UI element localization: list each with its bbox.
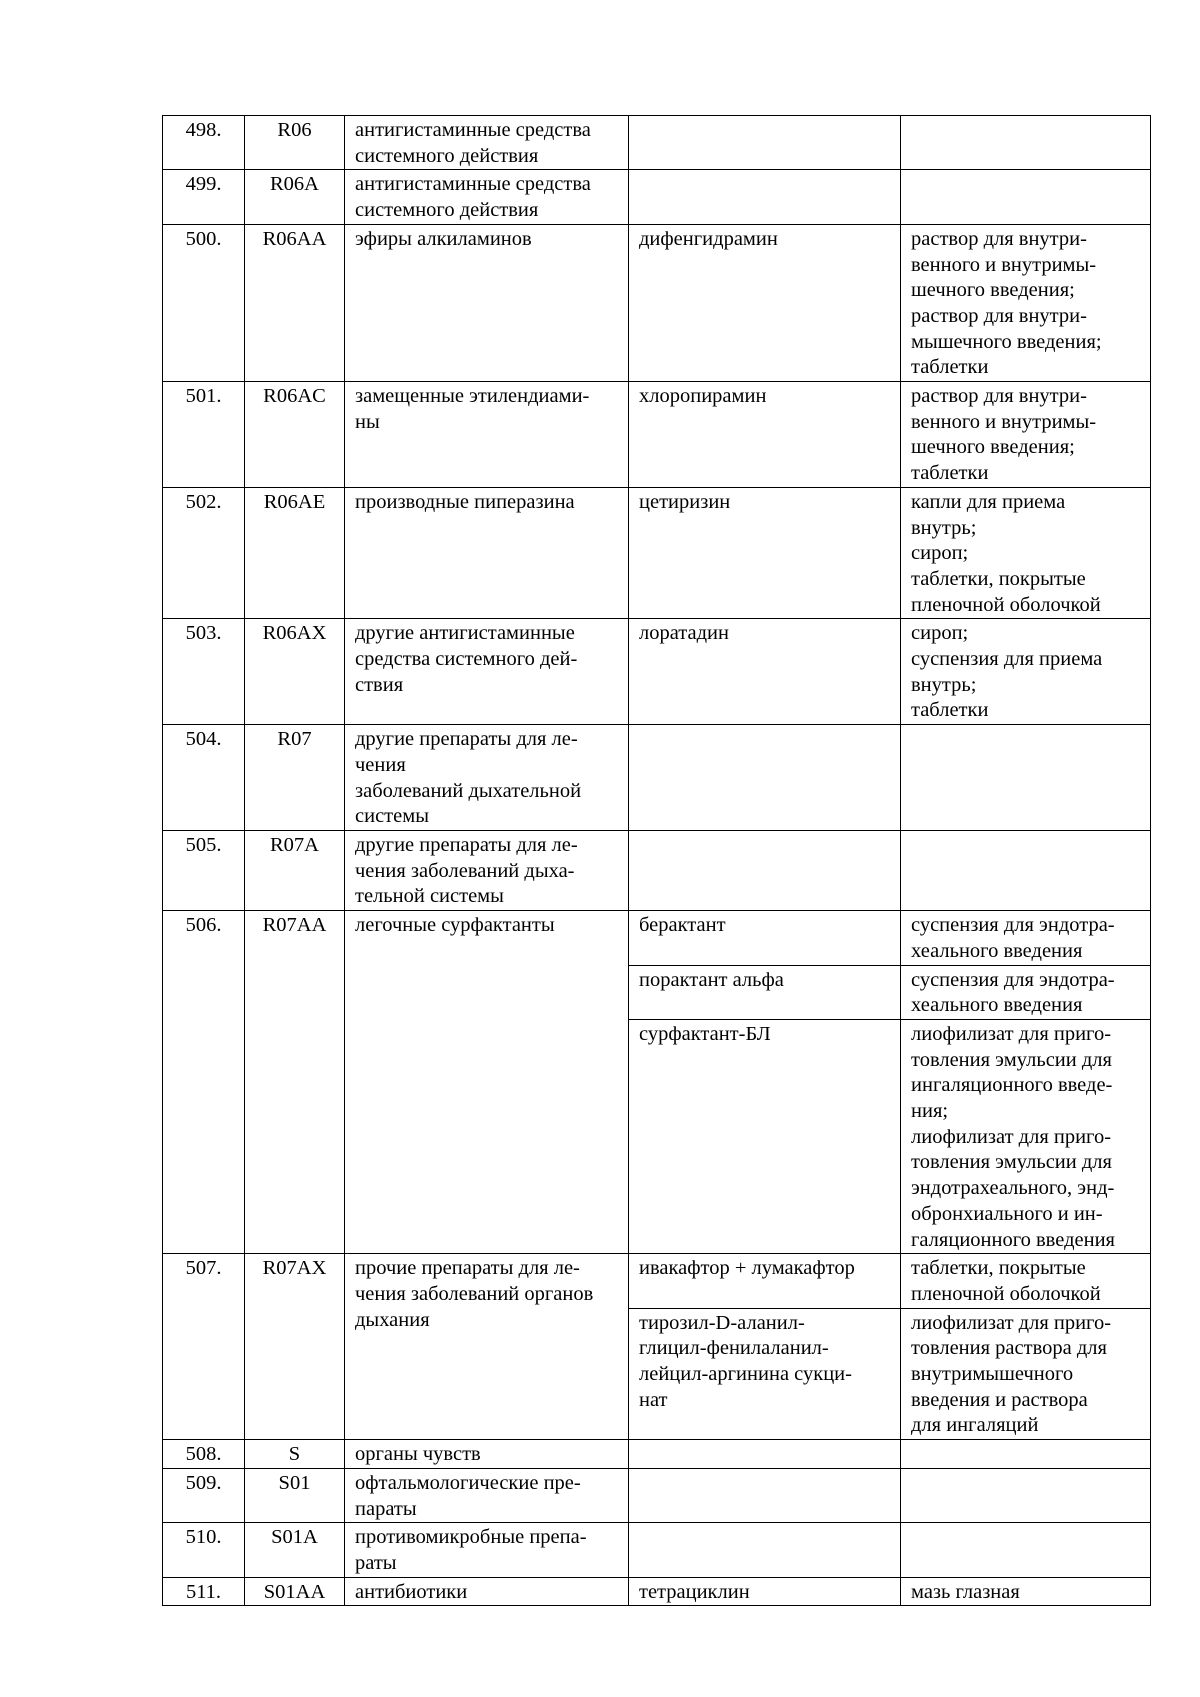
atc-code: R06A xyxy=(245,170,345,224)
dosage-form xyxy=(901,116,1151,170)
dosage-form: таблетки, покрытые пленочной оболочкой xyxy=(901,1254,1151,1308)
row-number: 501. xyxy=(163,382,245,488)
anatomic-therapeutic-group: легочные сурфактанты xyxy=(345,911,629,1254)
anatomic-therapeutic-group: антигистаминные средства системного действия xyxy=(345,116,629,170)
dosage-form: раствор для внутри- венного и внутримы- шечного введения; таблетки xyxy=(901,382,1151,488)
row-number: 510. xyxy=(163,1523,245,1577)
dosage-form xyxy=(901,1468,1151,1522)
drug-table-body xyxy=(163,116,1151,1606)
drug-table xyxy=(162,115,1151,1606)
anatomic-therapeutic-group: противомикробные препа- раты xyxy=(345,1523,629,1577)
drug-name: хлоропирамин xyxy=(629,382,901,488)
atc-code: R07AA xyxy=(245,911,345,1254)
dosage-form: лиофилизат для приго- товления раствора для внутримышечного введения и раствора для ингаляций xyxy=(901,1308,1151,1440)
atc-code: R06 xyxy=(245,116,345,170)
row-number: 508. xyxy=(163,1440,245,1469)
row-number: 506. xyxy=(163,911,245,1254)
drug-name: порактант альфа xyxy=(629,965,901,1019)
drug-name: лоратадин xyxy=(629,619,901,725)
drug-name xyxy=(629,1468,901,1522)
atc-code: R07AX xyxy=(245,1254,345,1440)
row-number: 507. xyxy=(163,1254,245,1440)
drug-name: сурфактант-БЛ xyxy=(629,1019,901,1253)
atc-code: R06AE xyxy=(245,487,345,619)
drug-name xyxy=(629,1523,901,1577)
row-number: 511. xyxy=(163,1577,245,1606)
anatomic-therapeutic-group: эфиры алкиламинов xyxy=(345,224,629,381)
table-row xyxy=(163,170,1151,224)
atc-code: S01AA xyxy=(245,1577,345,1606)
anatomic-therapeutic-group: офтальмологические пре- параты xyxy=(345,1468,629,1522)
dosage-form xyxy=(901,170,1151,224)
table-row xyxy=(163,1523,1151,1577)
table-row xyxy=(163,1577,1151,1606)
table-row xyxy=(163,487,1151,619)
atc-code: R06AX xyxy=(245,619,345,725)
row-number: 498. xyxy=(163,116,245,170)
row-number: 500. xyxy=(163,224,245,381)
drug-name xyxy=(629,170,901,224)
row-number: 499. xyxy=(163,170,245,224)
drug-name xyxy=(629,725,901,831)
anatomic-therapeutic-group: замещенные этилендиами- ны xyxy=(345,382,629,488)
dosage-form: капли для приема внутрь; сироп; таблетки, покрытые пленочной оболочкой xyxy=(901,487,1151,619)
table-row xyxy=(163,911,1151,965)
drug-name: тетрациклин xyxy=(629,1577,901,1606)
atc-code: S01 xyxy=(245,1468,345,1522)
drug-name xyxy=(629,1440,901,1469)
drug-name xyxy=(629,116,901,170)
anatomic-therapeutic-group: другие препараты для ле- чения заболеваний дыхательной системы xyxy=(345,725,629,831)
drug-name: берактант xyxy=(629,911,901,965)
anatomic-therapeutic-group: другие препараты для ле- чения заболеваний дыха- тельной системы xyxy=(345,830,629,910)
dosage-form xyxy=(901,725,1151,831)
atc-code: R06AC xyxy=(245,382,345,488)
dosage-form: суспензия для эндотра- хеального введения xyxy=(901,965,1151,1019)
atc-code: R07 xyxy=(245,725,345,831)
table-row xyxy=(163,382,1151,488)
dosage-form: мазь глазная xyxy=(901,1577,1151,1606)
drug-name: ивакафтор + лумакафтор xyxy=(629,1254,901,1308)
dosage-form xyxy=(901,830,1151,910)
drug-name: дифенгидрамин xyxy=(629,224,901,381)
table-row xyxy=(163,1440,1151,1469)
row-number: 509. xyxy=(163,1468,245,1522)
table-row xyxy=(163,224,1151,381)
drug-name xyxy=(629,830,901,910)
table-row xyxy=(163,116,1151,170)
row-number: 502. xyxy=(163,487,245,619)
row-number: 504. xyxy=(163,725,245,831)
row-number: 503. xyxy=(163,619,245,725)
dosage-form xyxy=(901,1523,1151,1577)
anatomic-therapeutic-group: органы чувств xyxy=(345,1440,629,1469)
anatomic-therapeutic-group: антибиотики xyxy=(345,1577,629,1606)
anatomic-therapeutic-group: производные пиперазина xyxy=(345,487,629,619)
drug-name: тирозил-D-аланил- глицил-фенилаланил- лейцил-аргинина сукци- нат xyxy=(629,1308,901,1440)
dosage-form: лиофилизат для приго- товления эмульсии для ингаляционного введе- ния; лиофилизат для приго- товления эмульсии для эндотрахеального, энд- обронхиального и ин- галяционного введения xyxy=(901,1019,1151,1253)
row-number: 505. xyxy=(163,830,245,910)
atc-code: S xyxy=(245,1440,345,1469)
dosage-form: сироп; суспензия для приема внутрь; таблетки xyxy=(901,619,1151,725)
dosage-form: раствор для внутри- венного и внутримы- шечного введения; раствор для внутри- мышечного введения; таблетки xyxy=(901,224,1151,381)
atc-code: R06AA xyxy=(245,224,345,381)
anatomic-therapeutic-group: другие антигистаминные средства системного дей- ствия xyxy=(345,619,629,725)
table-row xyxy=(163,1468,1151,1522)
dosage-form xyxy=(901,1440,1151,1469)
atc-code: R07A xyxy=(245,830,345,910)
table-row xyxy=(163,830,1151,910)
atc-code: S01A xyxy=(245,1523,345,1577)
table-row xyxy=(163,1254,1151,1308)
dosage-form: суспензия для эндотра- хеального введения xyxy=(901,911,1151,965)
table-row xyxy=(163,725,1151,831)
anatomic-therapeutic-group: прочие препараты для ле- чения заболеваний органов дыхания xyxy=(345,1254,629,1440)
drug-name: цетиризин xyxy=(629,487,901,619)
table-row xyxy=(163,619,1151,725)
anatomic-therapeutic-group: антигистаминные средства системного действия xyxy=(345,170,629,224)
